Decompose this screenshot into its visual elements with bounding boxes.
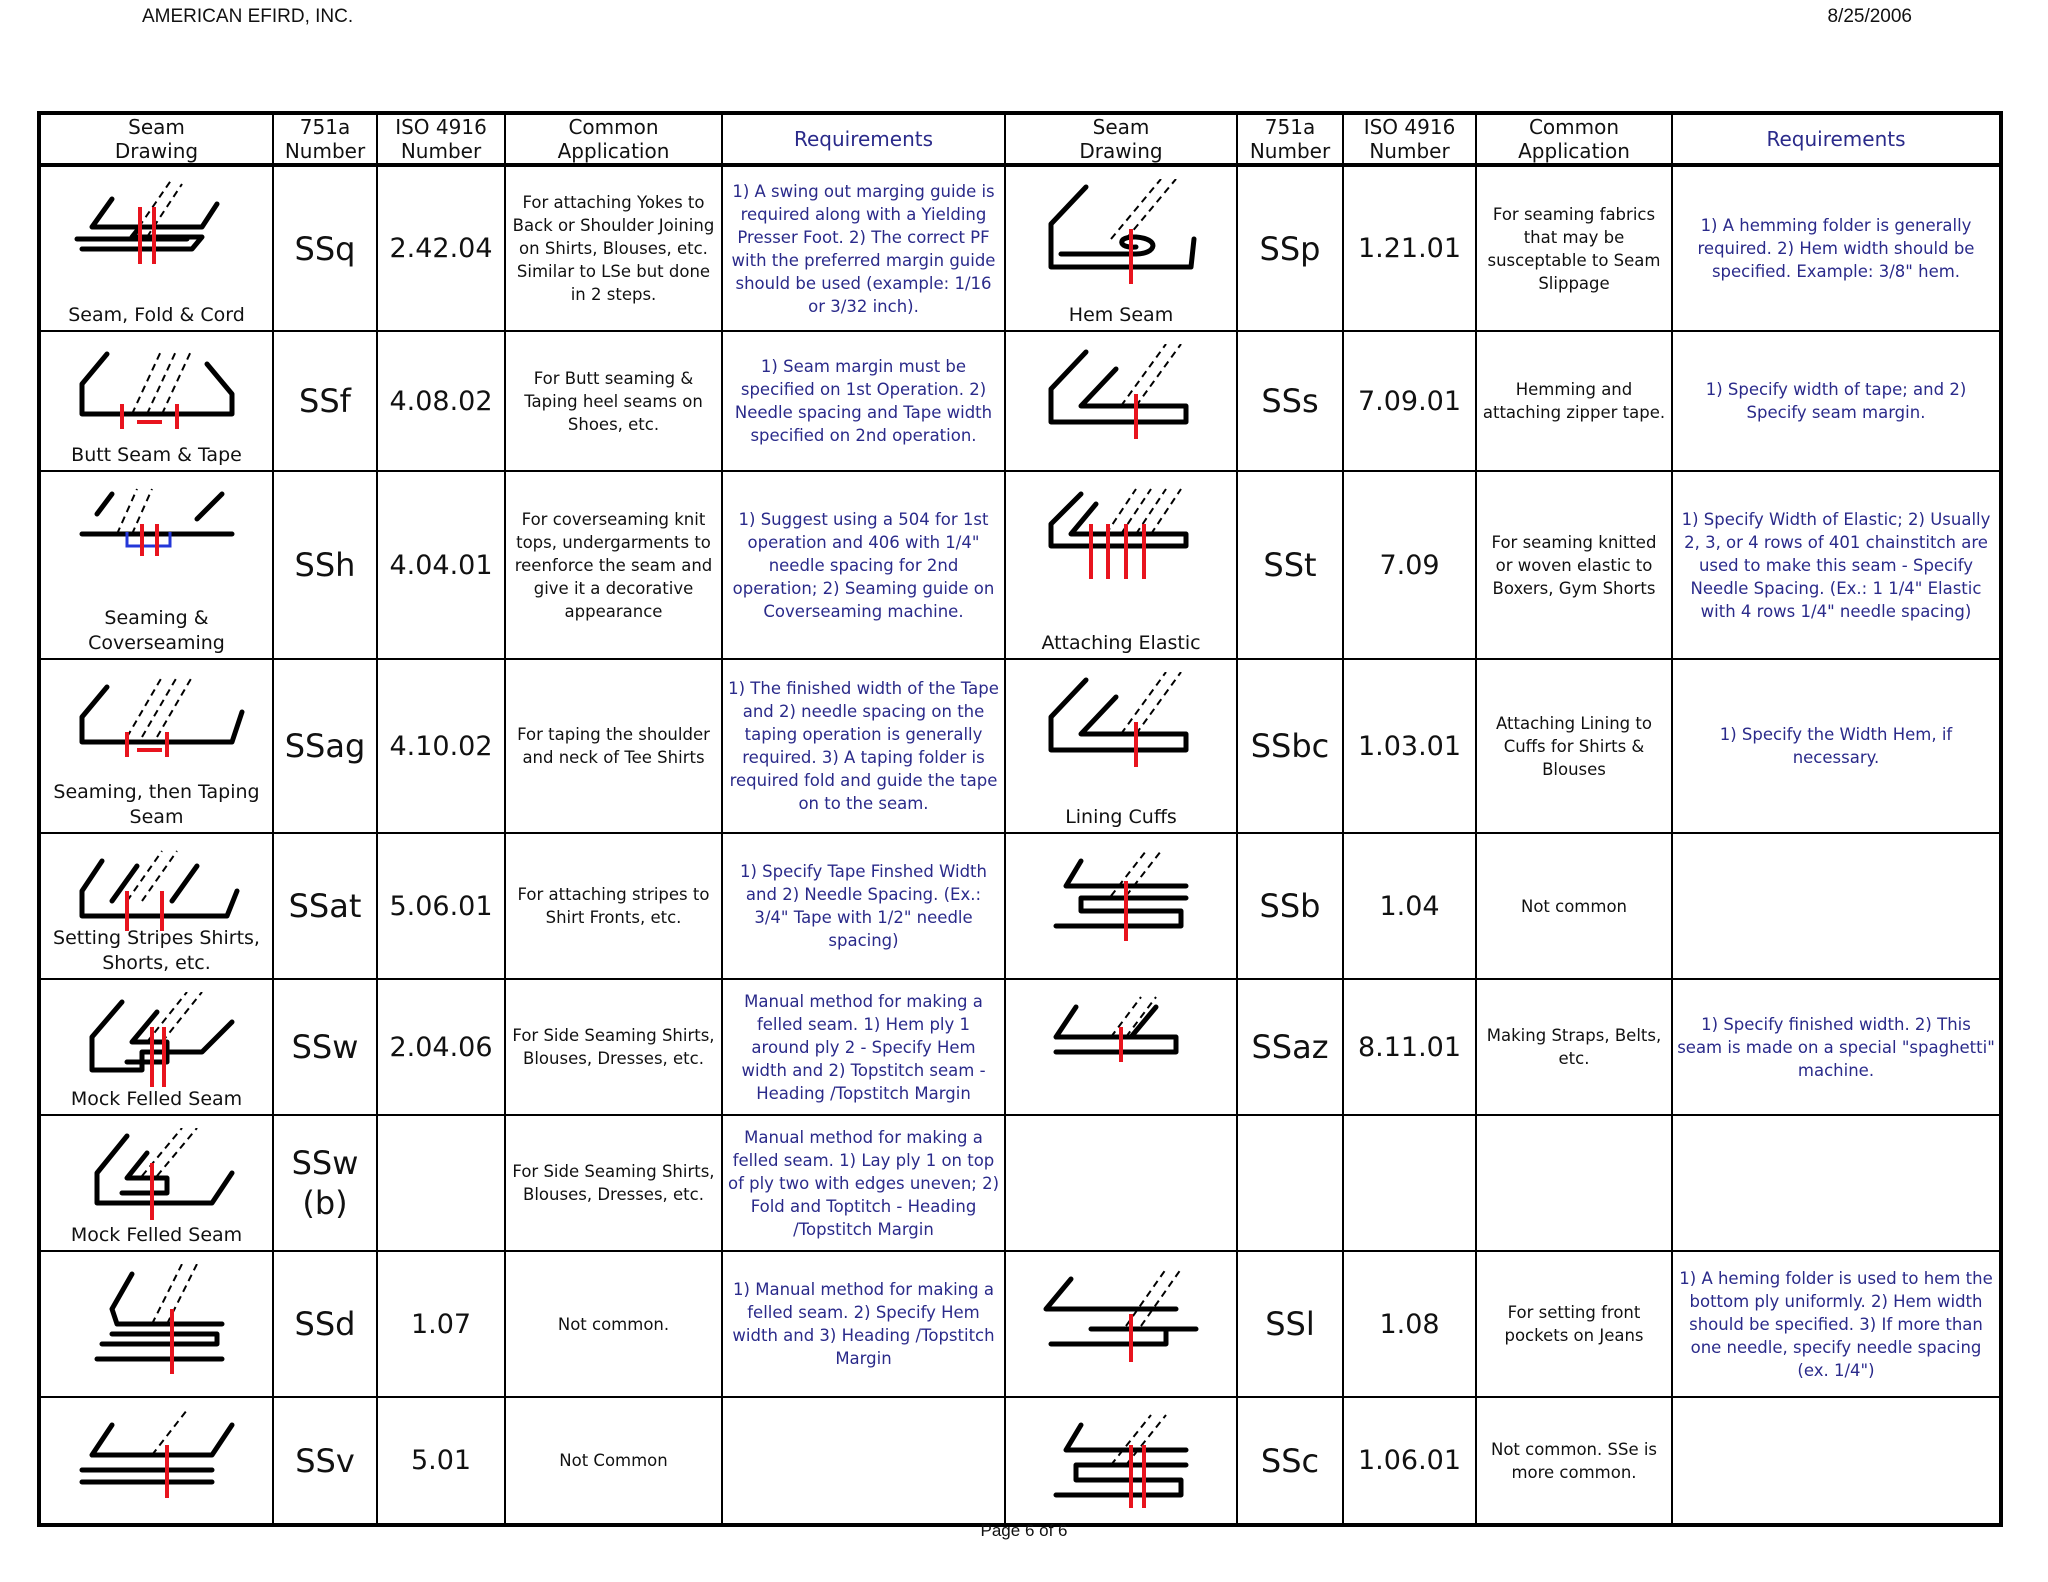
common-application: Not common	[1476, 833, 1672, 979]
col-header-iso: ISO 4916 Number	[377, 113, 505, 165]
iso-4916-number: 4.10.02	[377, 659, 505, 833]
seam-caption: Attaching Elastic	[1041, 632, 1201, 654]
iso-4916-number: 7.09	[1343, 471, 1476, 659]
seam-751a-number: SSf	[273, 331, 377, 471]
common-application: For seaming fabrics that may be susceptable to Seam Slippage	[1476, 165, 1672, 331]
seam-drawing-cell	[1005, 659, 1237, 833]
seam-drawing-cell	[39, 1251, 273, 1397]
seam-caption: Hem Seam	[1068, 304, 1174, 326]
seam-drawing-cell	[39, 165, 273, 331]
seam-751a-number	[1237, 1115, 1343, 1251]
seam-751a-number: SSc	[1237, 1397, 1343, 1525]
seam-drawing-cell	[39, 833, 273, 979]
requirements-text	[1672, 1115, 2001, 1251]
iso-4916-number: 8.11.01	[1343, 979, 1476, 1115]
seam-drawing-cell	[1005, 979, 1237, 1115]
seam-751a-number: SSv	[273, 1397, 377, 1525]
requirements-text: 1) Seam margin must be specified on 1st Operation. 2) Needle spacing and Tape width specified on 2nd operation.	[722, 331, 1005, 471]
seam-751a-number: SSh	[273, 471, 377, 659]
requirements-text: 1) A swing out marging guide is required along with a Yielding Presser Foot. 2) The correct PF with the preferred margin guide should be used (example: 1/16 or 3/32 inch).	[722, 165, 1005, 331]
seam-751a-number: SSat	[273, 833, 377, 979]
common-application: For Side Seaming Shirts, Blouses, Dresses, etc.	[505, 1115, 722, 1251]
iso-4916-number: 1.03.01	[1343, 659, 1476, 833]
col-header-751a: 751a Number	[273, 113, 377, 165]
requirements-text: 1) Specify Width of Elastic; 2) Usually 2, 3, or 4 rows of 401 chainstitch are used to make this seam - Specify Needle Spacing. (Ex.: 1 1/4" Elastic with 4 rows 1/4" needle spacing)	[1672, 471, 2001, 659]
iso-4916-number: 1.21.01	[1343, 165, 1476, 331]
seam-drawing-cell	[39, 979, 273, 1115]
table-row	[39, 1397, 2001, 1525]
seam-drawing-cell	[1005, 833, 1237, 979]
common-application: For attaching Yokes to Back or Shoulder Joining on Shirts, Blouses, etc. Similar to LSe but done in 2 steps.	[505, 165, 722, 331]
iso-4916-number: 1.04	[1343, 833, 1476, 979]
common-application: For attaching stripes to Shirt Fronts, etc.	[505, 833, 722, 979]
iso-4916-number: 5.06.01	[377, 833, 505, 979]
iso-4916-number	[377, 1115, 505, 1251]
requirements-text	[722, 1397, 1005, 1525]
table-row	[39, 833, 2001, 979]
col-header-requirements: Requirements	[1672, 113, 2001, 165]
common-application: For seaming knitted or woven elastic to Boxers, Gym Shorts	[1476, 471, 1672, 659]
page-number: Page 6 of 6	[980, 1521, 1068, 1540]
common-application: For Side Seaming Shirts, Blouses, Dresses, etc.	[505, 979, 722, 1115]
seam-drawing-cell	[1005, 1115, 1237, 1251]
seam-751a-number: SSs	[1237, 331, 1343, 471]
seam-751a-number: SSl	[1237, 1251, 1343, 1397]
requirements-text: 1) A hemming folder is generally required. 2) Hem width should be specified. Example: 3/8" hem.	[1672, 165, 2001, 331]
seam-drawing-cell	[1005, 331, 1237, 471]
requirements-text: 1) Specify finished width. 2) This seam is made on a special "spaghetti" machine.	[1672, 979, 2001, 1115]
iso-4916-number: 1.06.01	[1343, 1397, 1476, 1525]
iso-4916-number: 4.08.02	[377, 331, 505, 471]
iso-4916-number: 2.42.04	[377, 165, 505, 331]
common-application: For taping the shoulder and neck of Tee Shirts	[505, 659, 722, 833]
requirements-text: 1) Suggest using a 504 for 1st operation and 406 with 1/4" needle spacing for 2nd operation; 2) Seaming guide on Coverseaming machine.	[722, 471, 1005, 659]
common-application: Not Common	[505, 1397, 722, 1525]
table-row	[39, 331, 2001, 471]
seam-drawing-cell	[1005, 1251, 1237, 1397]
requirements-text: Manual method for making a felled seam. 1) Hem ply 1 around ply 2 - Specify Hem width and 2) Topstitch seam - Heading /Topstitch Margin	[722, 979, 1005, 1115]
seam-751a-number: SSbc	[1237, 659, 1343, 833]
common-application	[1476, 1115, 1672, 1251]
iso-4916-number	[1343, 1115, 1476, 1251]
seam-caption: Butt Seam & Tape	[71, 444, 242, 466]
common-application: Not common. SSe is more common.	[1476, 1397, 1672, 1525]
seam-751a-number: SSb	[1237, 833, 1343, 979]
seam-drawing-cell	[39, 1397, 273, 1525]
table-header-row	[39, 113, 2001, 165]
iso-4916-number: 4.04.01	[377, 471, 505, 659]
common-application: For Butt seaming & Taping heel seams on Shoes, etc.	[505, 331, 722, 471]
table-row	[39, 471, 2001, 659]
seam-751a-number: SSt	[1237, 471, 1343, 659]
col-header-iso: ISO 4916 Number	[1343, 113, 1476, 165]
report-date: 8/25/2006	[1827, 6, 1912, 27]
seam-caption: Setting Stripes Shirts, Shorts, etc.	[53, 927, 260, 974]
iso-4916-number: 2.04.06	[377, 979, 505, 1115]
seam-caption: Seaming, then Taping Seam	[53, 781, 260, 828]
requirements-text	[1672, 833, 2001, 979]
seam-caption: Lining Cuffs	[1065, 806, 1177, 828]
company-name: AMERICAN EFIRD, INC.	[142, 6, 354, 27]
seam-drawing-cell	[1005, 471, 1237, 659]
col-header-requirements: Requirements	[722, 113, 1005, 165]
seam-751a-number: SSaz	[1237, 979, 1343, 1115]
seam-751a-number: SSp	[1237, 165, 1343, 331]
requirements-text: Manual method for making a felled seam. 1) Lay ply 1 on top of ply two with edges uneven; 2) Fold and Toptitch - Heading /Topstitch Margin	[722, 1115, 1005, 1251]
iso-4916-number: 1.08	[1343, 1251, 1476, 1397]
col-header-drawing: Seam Drawing	[1005, 113, 1237, 165]
seam-drawing-cell	[1005, 1397, 1237, 1525]
table-row	[39, 1251, 2001, 1397]
seam-drawing-cell	[39, 659, 273, 833]
seam-751a-number: SSw	[273, 979, 377, 1115]
table-row	[39, 659, 2001, 833]
table-row	[39, 1115, 2001, 1251]
seam-751a-number: SSag	[273, 659, 377, 833]
requirements-text	[1672, 1397, 2001, 1525]
table-row	[39, 165, 2001, 331]
requirements-text: 1) Specify the Width Hem, if necessary.	[1672, 659, 2001, 833]
requirements-text: 1) Specify Tape Finshed Width and 2) Needle Spacing. (Ex.: 3/4" Tape with 1/2" needle spacing)	[722, 833, 1005, 979]
seam-751a-number: SSd	[273, 1251, 377, 1397]
seam-751a-number: SSq	[273, 165, 377, 331]
common-application: Attaching Lining to Cuffs for Shirts & Blouses	[1476, 659, 1672, 833]
seam-caption: Seam, Fold & Cord	[68, 304, 245, 326]
seam-caption: Mock Felled Seam	[70, 1088, 243, 1110]
requirements-text: 1) A heming folder is used to hem the bottom ply uniformly. 2) Hem width should be specified. 3) If more than one needle, specify needle spacing (ex. 1/4")	[1672, 1251, 2001, 1397]
iso-4916-number: 5.01	[377, 1397, 505, 1525]
common-application: Making Straps, Belts, etc.	[1476, 979, 1672, 1115]
col-header-application: Common Application	[1476, 113, 1672, 165]
seam-drawing-cell	[39, 471, 273, 659]
iso-4916-number: 1.07	[377, 1251, 505, 1397]
seam-drawing-cell	[39, 331, 273, 471]
table-row	[39, 979, 2001, 1115]
seam-drawing-cell	[39, 1115, 273, 1251]
common-application: Hemming and attaching zipper tape.	[1476, 331, 1672, 471]
iso-4916-number: 7.09.01	[1343, 331, 1476, 471]
seam-table	[37, 111, 2003, 1527]
col-header-751a: 751a Number	[1237, 113, 1343, 165]
col-header-drawing: Seam Drawing	[39, 113, 273, 165]
seam-751a-number: SSw (b)	[273, 1115, 377, 1251]
requirements-text: 1) Manual method for making a felled seam. 2) Specify Hem width and 3) Heading /Topstitch Margin	[722, 1251, 1005, 1397]
seam-caption: Seaming & Coverseaming	[88, 607, 225, 654]
common-application: For coverseaming knit tops, undergarments to reenforce the seam and give it a decorative appearance	[505, 471, 722, 659]
common-application: For setting front pockets on Jeans	[1476, 1251, 1672, 1397]
seam-drawing-cell	[1005, 165, 1237, 331]
col-header-application: Common Application	[505, 113, 722, 165]
common-application: Not common.	[505, 1251, 722, 1397]
requirements-text: 1) The finished width of the Tape and 2) needle spacing on the taping operation is generally required. 3) A taping folder is required fold and guide the tape on to the seam.	[722, 659, 1005, 833]
seam-caption: Mock Felled Seam	[70, 1224, 243, 1246]
requirements-text: 1) Specify width of tape; and 2) Specify seam margin.	[1672, 331, 2001, 471]
